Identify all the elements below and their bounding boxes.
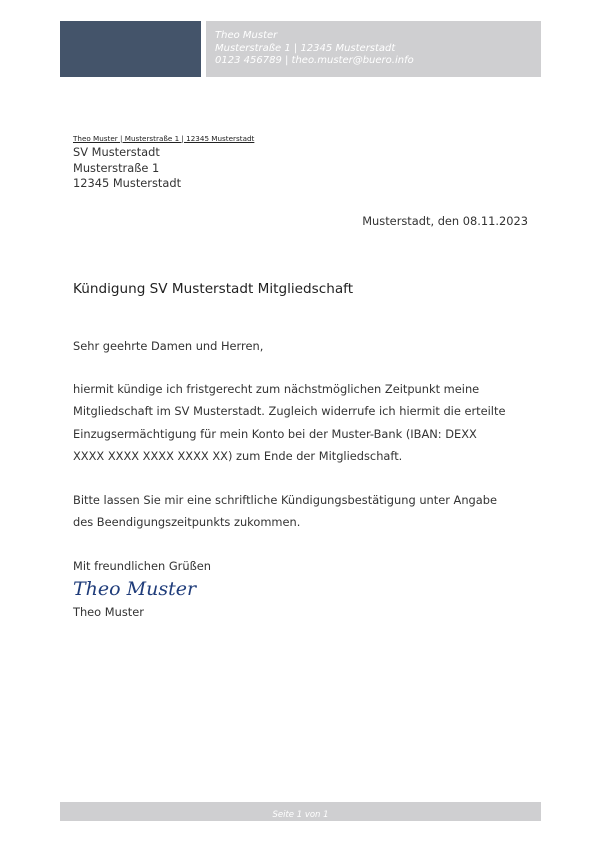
body-line: XXXX XXXX XXXX XXXX XX) zum Ende der Mitgliedschaft. xyxy=(73,448,403,463)
handwritten-signature: Theo Muster xyxy=(73,578,197,600)
header-accent-block xyxy=(60,21,201,77)
closing xyxy=(73,555,533,577)
header-contact: 0123 456789 | theo.muster@buero.info xyxy=(215,55,414,66)
letter-date: Musterstadt, den 08.11.2023 xyxy=(362,214,528,228)
body-paragraph-2 xyxy=(73,489,533,534)
body-line: Mitgliedschaft im SV Musterstadt. Zugleich widerrufe ich hiermit die erteilte xyxy=(73,404,506,419)
recipient-street: Musterstraße 1 xyxy=(73,160,160,175)
body-line: des Beendigungszeitpunkts zukommen. xyxy=(73,515,301,530)
closing-text: Mit freundlichen Grüßen xyxy=(73,559,211,573)
header-address: Musterstraße 1 | 12345 Musterstadt xyxy=(215,42,396,54)
recipient-name: SV Musterstadt xyxy=(73,145,160,159)
body-line: Einzugsermächtigung für mein Konto bei der Muster-Bank (IBAN: DEXX xyxy=(73,426,477,441)
recipient-address xyxy=(73,145,181,192)
body-line: Bitte lassen Sie mir eine schriftliche Kündigungsbestätigung unter Angabe xyxy=(73,493,498,507)
greeting-text: Sehr geehrte Damen und Herren, xyxy=(73,339,264,353)
header-name: Theo Muster xyxy=(215,30,278,41)
letter-subject: Kündigung SV Musterstadt Mitgliedschaft xyxy=(73,281,354,297)
header-sender-info xyxy=(206,21,541,77)
signer-name: Theo Muster xyxy=(73,605,144,619)
recipient-city: 12345 Musterstadt xyxy=(73,176,182,190)
body-paragraph-1 xyxy=(73,378,533,467)
page-footer xyxy=(60,802,541,821)
return-address-line: Theo Muster | Musterstraße 1 | 12345 Musterstadt xyxy=(73,134,255,143)
page-number: Seite 1 von 1 xyxy=(272,810,329,820)
greeting xyxy=(73,335,533,357)
body-line: hiermit kündige ich fristgerecht zum nächstmöglichen Zeitpunkt meine xyxy=(73,382,480,396)
